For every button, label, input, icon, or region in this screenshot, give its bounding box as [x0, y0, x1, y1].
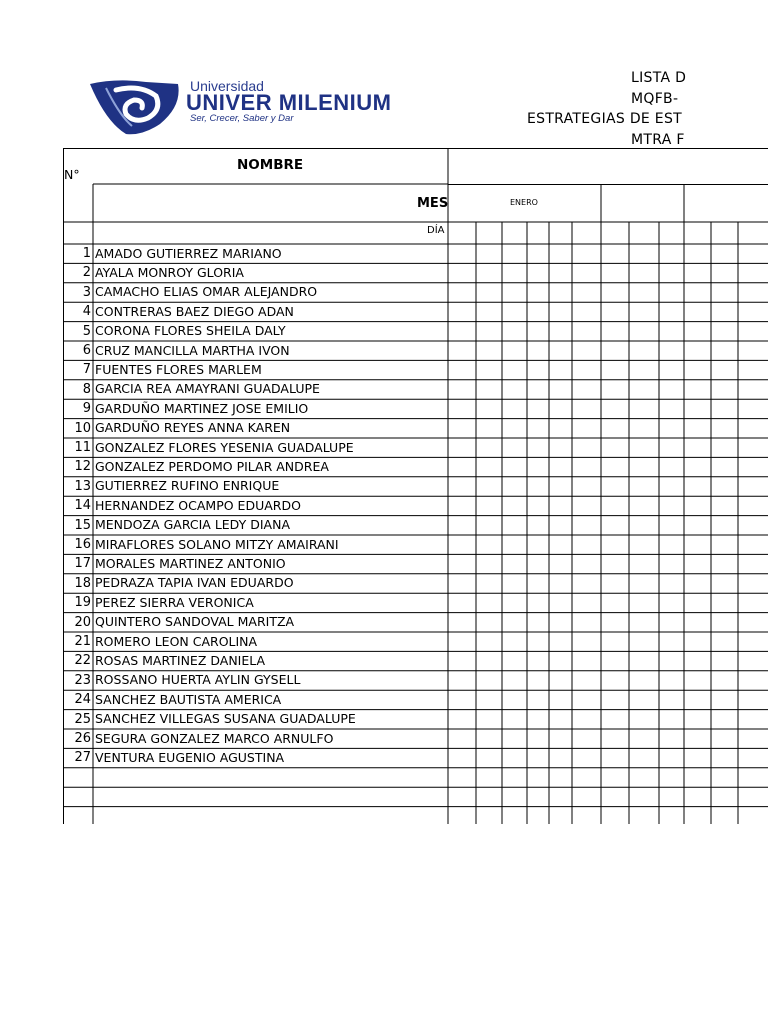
- logo-tagline: Ser, Crecer, Saber y Dar: [190, 113, 294, 124]
- header-line-1: LISTA D: [631, 70, 687, 86]
- student-number: 5: [82, 323, 91, 339]
- student-number: 26: [74, 731, 91, 746]
- student-number: 13: [74, 478, 91, 494]
- student-name: SANCHEZ BAUTISTA AMERICA: [95, 691, 282, 707]
- student-name: ROSSANO HUERTA AYLIN GYSELL: [95, 672, 301, 688]
- student-name: QUINTERO SANDOVAL MARITZA: [95, 614, 295, 630]
- student-name: CRUZ MANCILLA MARTHA IVON: [95, 342, 290, 358]
- column-header-name: NOMBRE: [237, 157, 304, 173]
- student-name: SANCHEZ VILLEGAS SUSANA GUADALUPE: [95, 711, 356, 727]
- day-label: DÍA: [427, 225, 445, 236]
- student-number: 6: [82, 343, 91, 358]
- student-name: GARDUÑO REYES ANNA KAREN: [95, 420, 291, 436]
- student-name: GARCIA REA AMAYRANI GUADALUPE: [95, 381, 320, 397]
- header-line-4: MTRA F: [631, 132, 685, 148]
- student-number: 8: [82, 381, 91, 397]
- student-name: MORALES MARTINEZ ANTONIO: [95, 555, 286, 571]
- student-name: CAMACHO ELIAS OMAR ALEJANDRO: [95, 284, 318, 300]
- student-name: AMADO GUTIERREZ MARIANO: [95, 245, 282, 261]
- logo-main-text: UNIVER MILENIUM: [186, 90, 392, 115]
- student-name: PEREZ SIERRA VERONICA: [95, 594, 254, 610]
- student-number: 22: [74, 653, 91, 669]
- student-number: 10: [74, 420, 91, 436]
- student-number: 14: [74, 498, 91, 514]
- student-name: HERNANDEZ OCAMPO EDUARDO: [95, 497, 301, 513]
- student-number: 16: [74, 537, 91, 552]
- student-number: 12: [74, 459, 91, 475]
- university-logo: [86, 76, 458, 138]
- student-name: MIRAFLORES SOLANO MITZY AMAIRANI: [95, 536, 339, 552]
- student-number: 3: [82, 284, 91, 300]
- header-line-3: ESTRATEGIAS DE EST: [527, 111, 682, 127]
- column-header-number: N°: [64, 167, 80, 182]
- student-number: 7: [82, 362, 91, 378]
- logo-swirl-icon: [86, 76, 186, 138]
- month-value: ENERO: [510, 198, 538, 207]
- student-name: GUTIERREZ RUFINO ENRIQUE: [95, 478, 280, 494]
- student-number: 18: [74, 575, 91, 591]
- logo-small-text: Universidad: [190, 78, 264, 94]
- student-number: 11: [74, 440, 91, 455]
- student-name: ROMERO LEON CAROLINA: [95, 633, 258, 649]
- student-number: 17: [74, 556, 91, 572]
- student-number: 25: [74, 711, 91, 727]
- student-name: CONTRERAS BAEZ DIEGO ADAN: [95, 303, 294, 319]
- student-number: 2: [82, 265, 91, 281]
- student-name: ROSAS MARTINEZ DANIELA: [95, 652, 266, 668]
- student-number: 19: [74, 595, 91, 611]
- header-line-2: MQFB-: [631, 91, 679, 107]
- student-name: FUENTES FLORES MARLEM: [95, 361, 262, 377]
- student-number: 23: [74, 672, 91, 688]
- student-number: 9: [82, 401, 91, 417]
- student-name: CORONA FLORES SHEILA DALY: [95, 323, 286, 339]
- month-label: MES: [417, 196, 449, 211]
- student-number: 15: [74, 517, 91, 533]
- student-number: 1: [82, 246, 91, 261]
- student-name: PEDRAZA TAPIA IVAN EDUARDO: [95, 575, 294, 591]
- student-number: 27: [74, 750, 91, 766]
- student-name: AYALA MONROY GLORIA: [95, 264, 244, 280]
- student-name: MENDOZA GARCIA LEDY DIANA: [95, 517, 291, 533]
- student-number: 4: [82, 304, 91, 320]
- student-number: 20: [74, 614, 91, 630]
- student-name: GONZALEZ PERDOMO PILAR ANDREA: [95, 458, 329, 474]
- student-number: 24: [74, 692, 91, 708]
- student-name: VENTURA EUGENIO AGUSTINA: [95, 749, 285, 765]
- attendance-table: [63, 148, 768, 824]
- student-number: 21: [74, 634, 91, 649]
- student-name: GONZALEZ FLORES YESENIA GUADALUPE: [95, 439, 354, 455]
- student-name: GARDUÑO MARTINEZ JOSE EMILIO: [95, 400, 309, 416]
- student-name: SEGURA GONZALEZ MARCO ARNULFO: [95, 730, 334, 746]
